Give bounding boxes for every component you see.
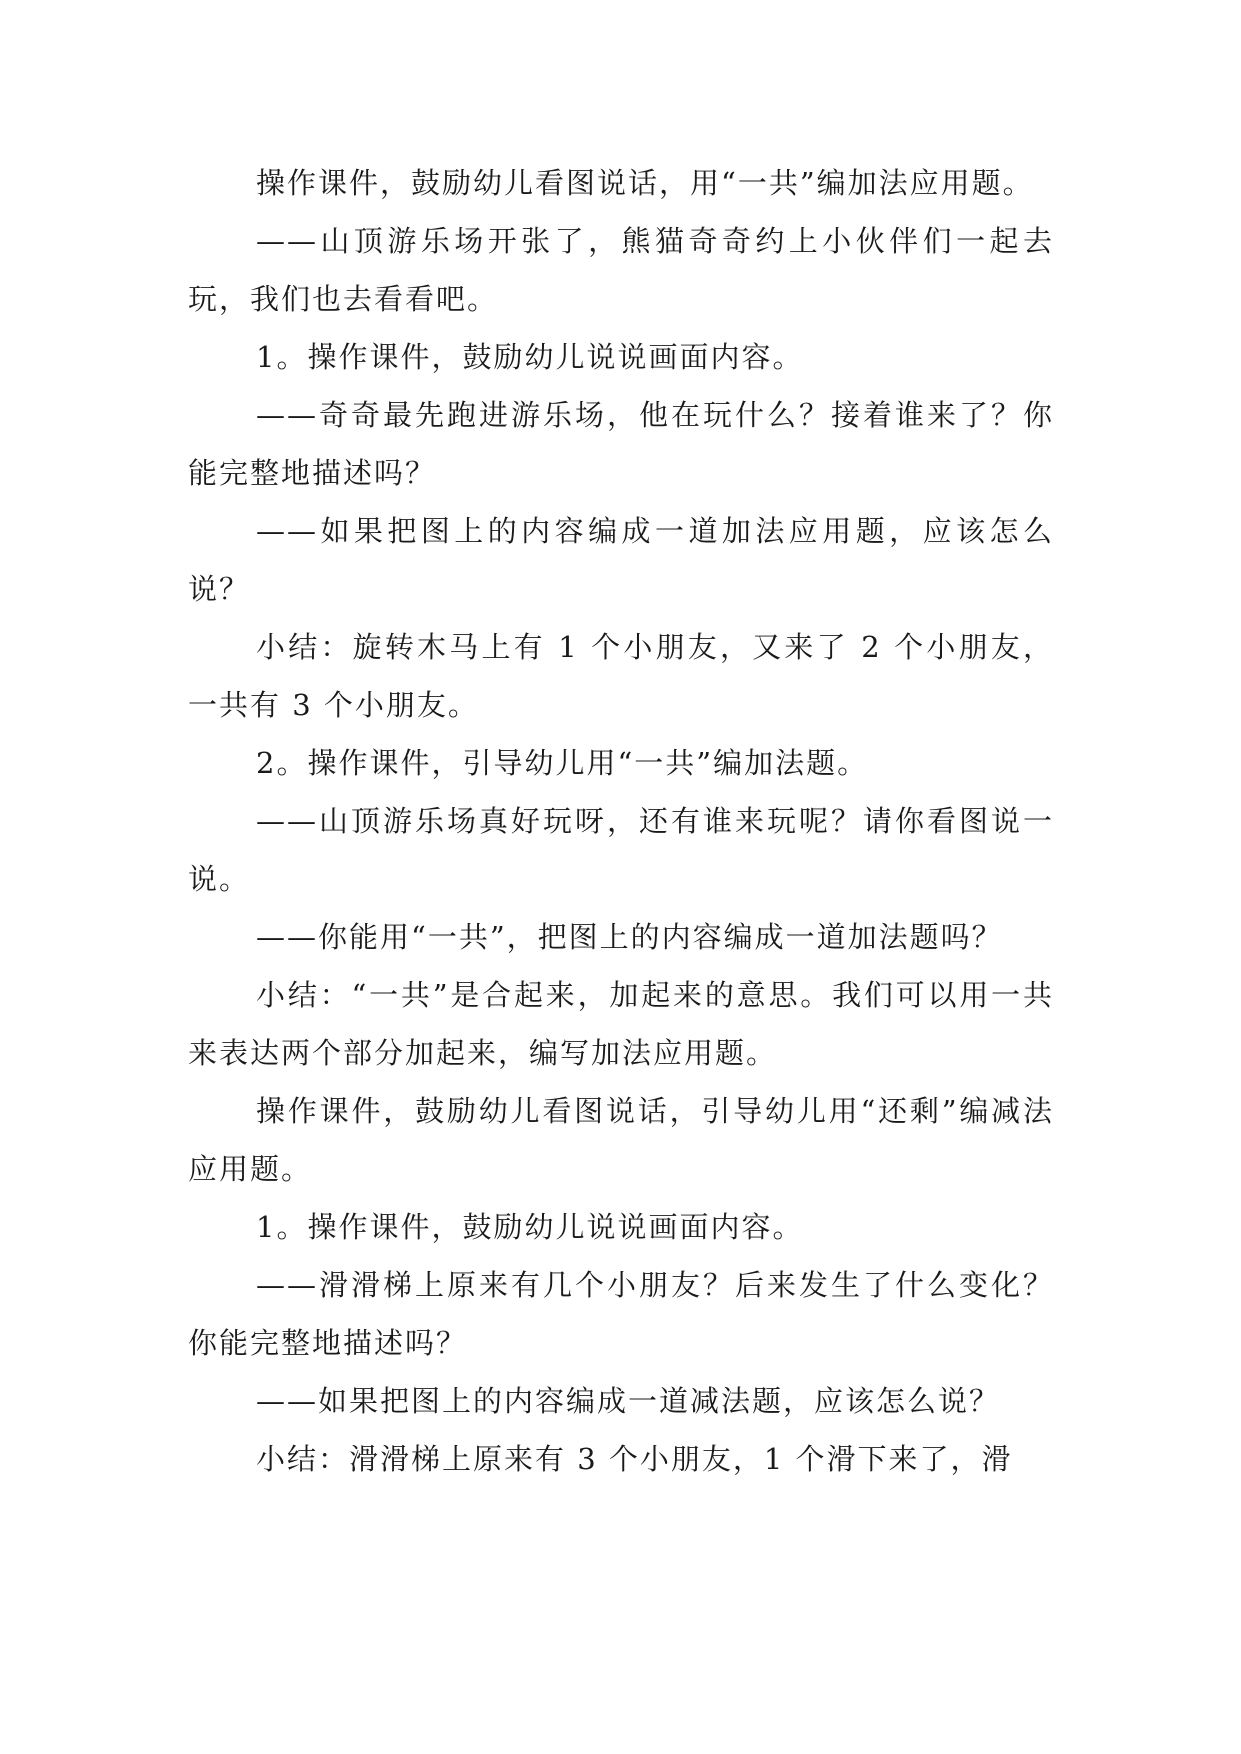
paragraph: 操作课件，鼓励幼儿看图说话，用“一共”编加法应用题。 xyxy=(256,166,1034,200)
paragraph: 1。操作课件，鼓励幼儿说说画面内容。 xyxy=(256,1210,804,1244)
paragraph: ——滑滑梯上原来有几个小朋友？后来发生了什么变化？你能完整地描述吗？ xyxy=(188,1268,1054,1360)
paragraph: ——如果把图上的内容编成一道减法题，应该怎么说？ xyxy=(256,1384,1001,1418)
paragraph: 1。操作课件，鼓励幼儿说说画面内容。 xyxy=(256,340,804,374)
paragraph: ——山顶游乐场真好玩呀，还有谁来玩呢？请你看图说一说。 xyxy=(188,804,1054,896)
paragraph: 操作课件，鼓励幼儿看图说话，引导幼儿用“还剩”编减法应用题。 xyxy=(188,1094,1054,1186)
paragraph: ——山顶游乐场开张了，熊猫奇奇约上小伙伴们一起去玩，我们也去看看吧。 xyxy=(188,224,1054,316)
document-body xyxy=(188,154,1054,1488)
paragraph: 小结：滑滑梯上原来有 3 个小朋友，1 个滑下来了，滑 xyxy=(256,1442,1013,1476)
paragraph: ——你能用“一共”，把图上的内容编成一道加法题吗？ xyxy=(256,920,1003,954)
paragraph: 小结：“一共”是合起来，加起来的意思。我们可以用一共来表达两个部分加起来，编写加法应用题。 xyxy=(188,978,1054,1070)
paragraph: 2。操作课件，引导幼儿用“一共”编加法题。 xyxy=(256,746,869,780)
paragraph: ——如果把图上的内容编成一道加法应用题，应该怎么说？ xyxy=(188,514,1054,606)
paragraph: ——奇奇最先跑进游乐场，他在玩什么？接着谁来了？你能完整地描述吗？ xyxy=(188,398,1054,490)
paragraph: 小结：旋转木马上有 1 个小朋友，又来了 2 个小朋友，一共有 3 个小朋友。 xyxy=(188,630,1054,722)
